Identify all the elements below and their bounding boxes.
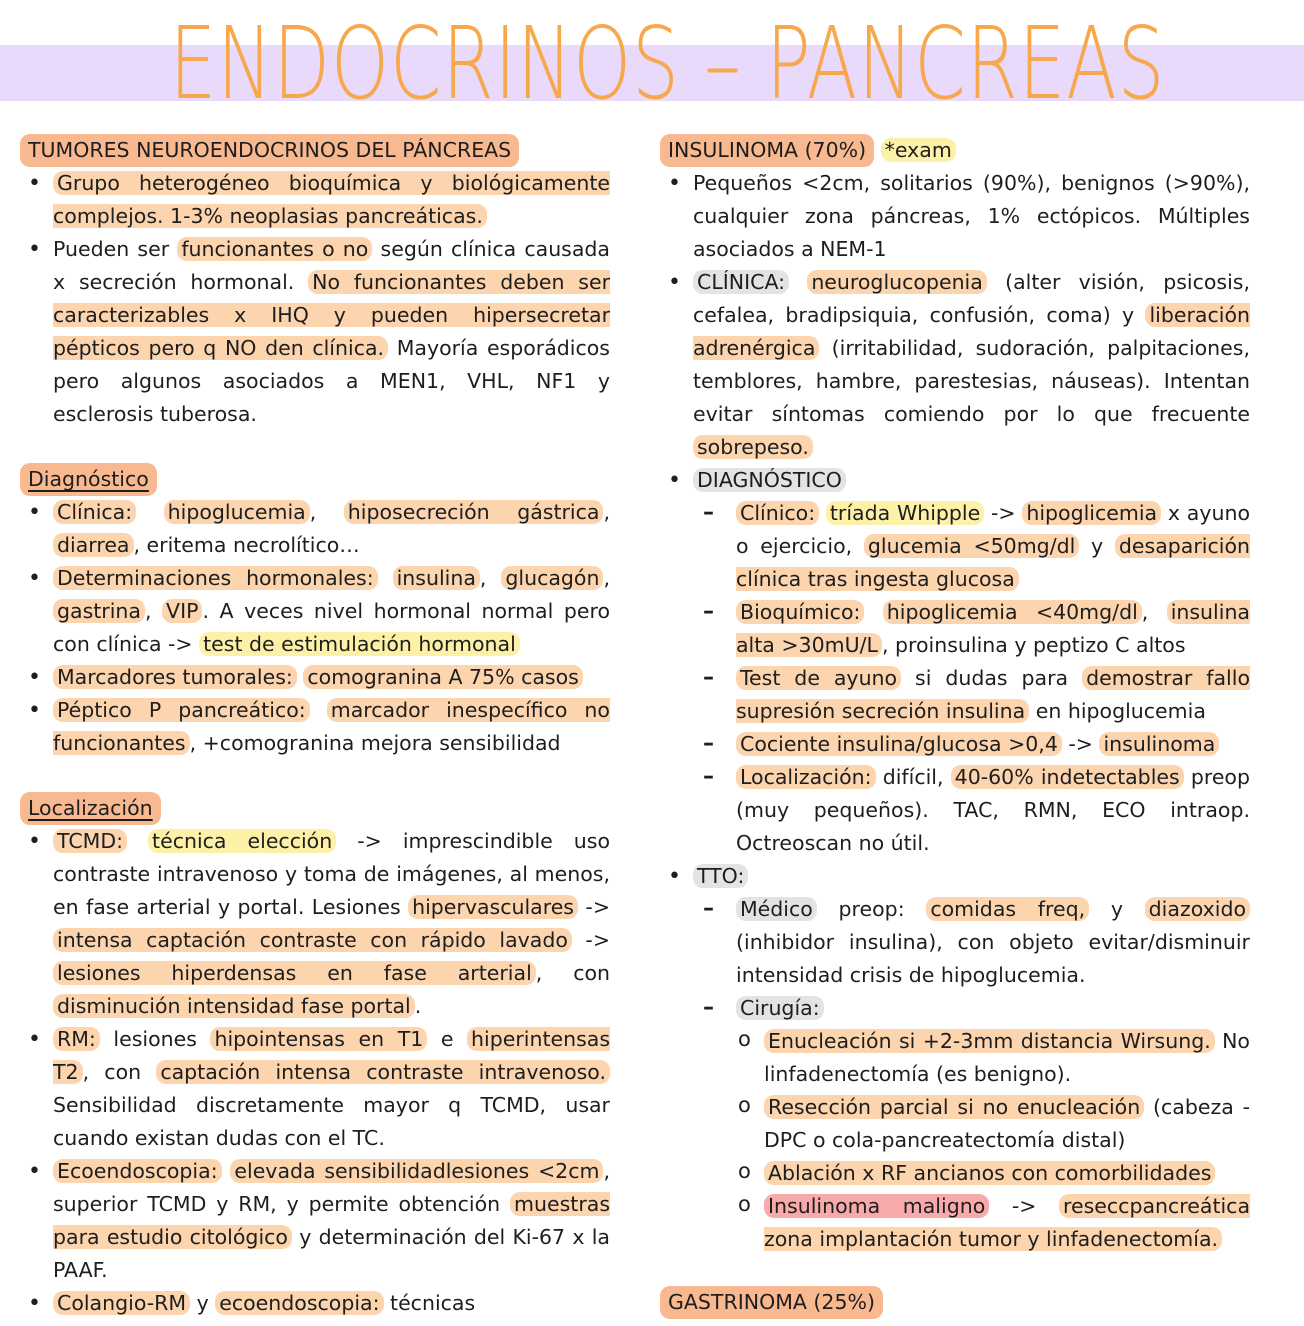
list-item: • Marcadores tumorales: comogranina A 75% casos [20,661,610,694]
list-item: – Clínico: tríada Whipple -> hipoglicemia x ayuno o ejercicio, glucemia <50mg/dl y desaparición clínica tras ingesta glucosa [698,497,1250,596]
diagnostico-sublist [698,497,1250,860]
list-item: • Determinaciones hormonales: insulina , glucagón , gastrina , VIP . A veces nivel hormonal normal pero con clínica -> test de estimulación hormonal [20,562,610,661]
localizacion-list [20,825,610,1320]
list-item: • Péptico P pancreático: marcador inespecífico no funcionantes , +comogranina mejora sensibilidad [20,694,610,760]
list-item: • Grupo heterogéneo bioquímica y biológicamente complejos. 1-3% neoplasias pancreáticas. [20,167,610,233]
list-item: o Insulinoma maligno -> reseccpancreática zona implantación tumor y linfadenectomía. [736,1190,1250,1256]
list-item: • TTO: – Médico preop: comidas freq, y diazoxido (inhibidor insulina), con objeto evitar/disminuir intensidad crisis de hipoglucemia. – Cirugía: o Enucleación si +2-3mm distancia Wirsung. No linfadenectomía (es benigno). o Resección parcial si no enucleación (cabeza -DPC o cola-pancreatectomía distal) o Ablación x RF ancianos con comorbilidades o Insulinoma maligno -> reseccpancreática zona implantación tumor y linfadenectomía. [660,860,1250,1256]
right-column [660,132,1250,1319]
list-item: • Pequeños <2cm, solitarios (90%), benignos (>90%), cualquier zona páncreas, 1% ectópicos. Múltiples asociados a NEM-1 [660,167,1250,266]
list-item: • Ecoendoscopia: elevada sensibilidadlesiones <2cm , superior TCMD y RM, y permite obtención muestras para estudio citológico y determinación del Ki-67 x la PAAF. [20,1155,610,1287]
list-item: – Cirugía: o Enucleación si +2-3mm distancia Wirsung. No linfadenectomía (es benigno). o Resección parcial si no enucleación (cabeza -DPC o cola-pancreatectomía distal) o Ablación x RF ancianos con comorbilidades o Insulinoma maligno -> reseccpancreática zona implantación tumor y linfadenectomía. [698,992,1250,1256]
list-item: • DIAGNÓSTICO – Clínico: tríada Whipple -> hipoglicemia x ayuno o ejercicio, glucemia <50mg/dl y desaparición clínica tras ingesta glucosa – Bioquímico: hipoglicemia <40mg/dl , insulina alta >30mU/L , proinsulina y peptizo C altos – Test de ayuno si dudas para demostrar fallo supresión secreción insulina en hipoglucemia – Cociente insulina/glucosa >0,4 -> insulinoma – Localización: difícil, 40-60% indetectables preop (muy pequeños). TAC, RMN, ECO intraop. Octreoscan no útil. [660,464,1250,860]
exam-tag: *exam [881,138,956,162]
list-item: • TCMD: técnica elección -> imprescindible uso contraste intravenoso y toma de imágenes, al menos, en fase arterial y portal. Lesiones hipervasculares -> intensa captación contraste con rápido lavado -> lesiones hiperdensas en fase arterial , con disminución intensidad fase portal . [20,825,610,1023]
list-item: – Médico preop: comidas freq, y diazoxido (inhibidor insulina), con objeto evitar/disminuir intensidad crisis de hipoglucemia. [698,893,1250,992]
section-heading-diagnostico: Diagnóstico [20,463,157,496]
list-item: – Cociente insulina/glucosa >0,4 -> insulinoma [698,728,1250,761]
list-item: – Test de ayuno si dudas para demostrar fallo supresión secreción insulina en hipoglucemia [698,662,1250,728]
section-heading-insulinoma: INSULINOMA (70%) [660,134,874,167]
left-column [20,132,610,1320]
section-heading-tnp: TUMORES NEUROENDOCRINOS DEL PÁNCREAS [20,134,519,167]
list-item: • Clínica: hipoglucemia , hiposecreción gástrica , diarrea , eritema necrolítico… [20,496,610,562]
section-heading-gastrinoma: GASTRINOMA (25%) [660,1286,883,1319]
insulinoma-heading-row [660,132,1250,167]
list-item: • Pueden ser funcionantes o no según clínica causada x secreción hormonal. No funcionantes deben ser caracterizables x IHQ y pueden hipersecretar pépticos pero q NO den clínica. Mayoría esporádicos pero algunos asociados a MEN1, VHL, NF1 y esclerosis tuberosa. [20,233,610,431]
list-item: – Bioquímico: hipoglicemia <40mg/dl , insulina alta >30mU/L , proinsulina y peptizo C altos [698,596,1250,662]
list-item: • RM: lesiones hipointensas en T1 e hiperintensas T2 , con captación intensa contraste intravenoso. Sensibilidad discretamente mayor q TCMD, usar cuando existan dudas con el TC. [20,1023,610,1155]
list-item: o Ablación x RF ancianos con comorbilidades [736,1157,1250,1190]
section-heading-localizacion: Localización [20,792,161,825]
insulinoma-list [660,167,1250,1256]
page-title: ENDOCRINOS – PANCREAS [169,5,1166,122]
list-item: o Resección parcial si no enucleación (cabeza -DPC o cola-pancreatectomía distal) [736,1091,1250,1157]
tnp-list [20,167,610,431]
list-item: – Localización: difícil, 40-60% indetectables preop (muy pequeños). TAC, RMN, ECO intraop. Octreoscan no útil. [698,761,1250,860]
list-item: • CLÍNICA: neuroglucopenia (alter visión, psicosis, cefalea, bradipsiquia, confusión, coma) y liberación adrenérgica (irritabilidad, sudoración, palpitaciones, temblores, hambre, parestesias, náuseas). Intentan evitar síntomas comiendo por lo que frecuente sobrepeso. [660,266,1250,464]
list-item: • Colangio-RM y ecoendoscopia: técnicas [20,1287,610,1320]
diagnostico-list [20,496,610,760]
list-item: o Enucleación si +2-3mm distancia Wirsung. No linfadenectomía (es benigno). [736,1025,1250,1091]
tto-sublist [698,893,1250,1256]
cirugia-sublist [736,1025,1250,1256]
